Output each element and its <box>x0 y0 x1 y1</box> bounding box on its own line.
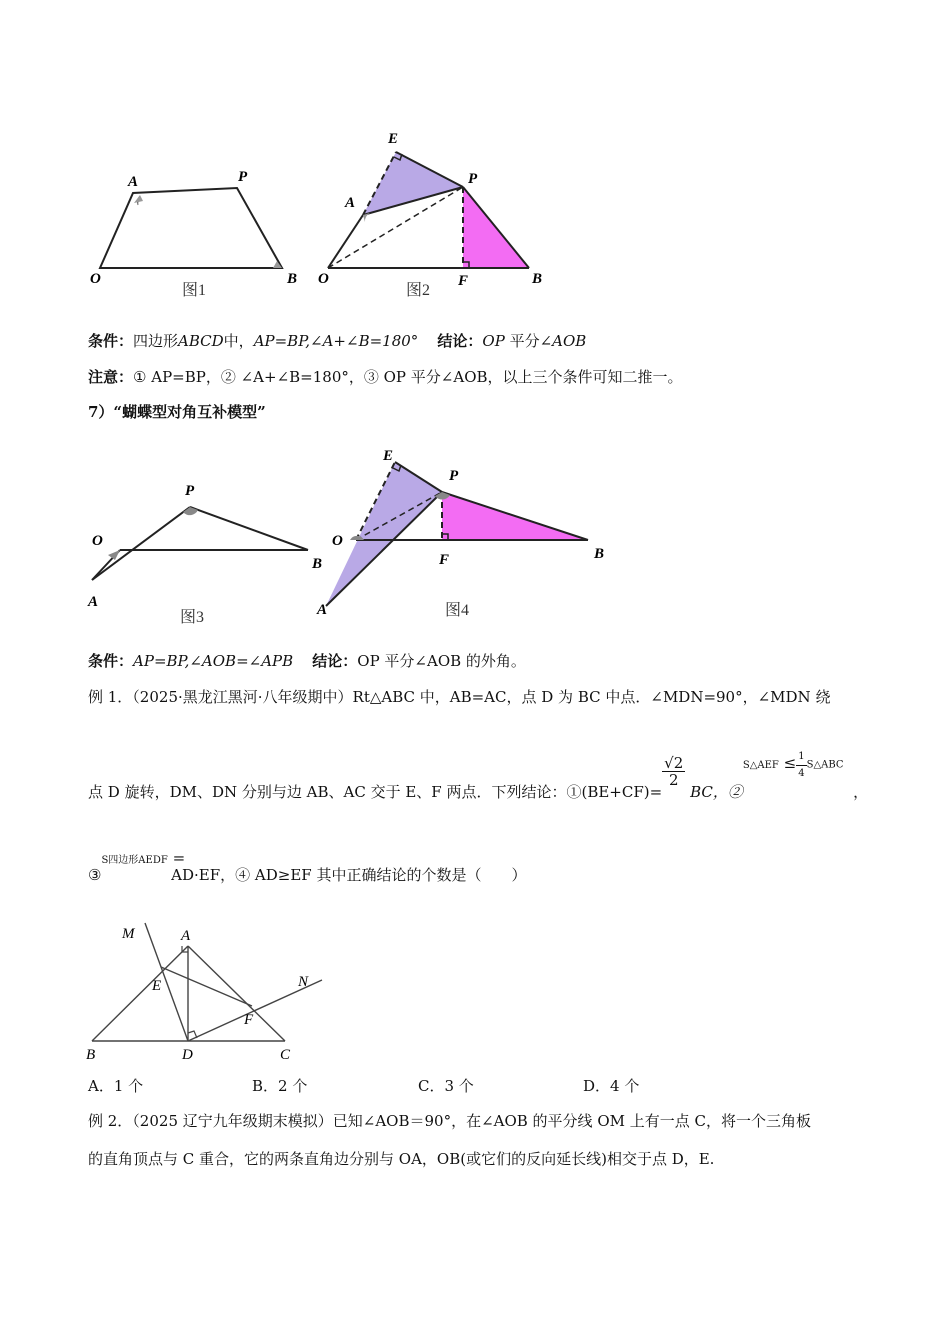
frac-num: √2 <box>664 754 684 772</box>
svg-text:B: B <box>312 556 323 572</box>
conclusion-label: 结论： <box>312 652 358 670</box>
svg-text:C: C <box>280 1047 291 1063</box>
conclusion-label: 结论： <box>437 332 483 350</box>
example1-line2-bc: BC，② <box>690 782 743 801</box>
option-d[interactable]: D．4 个 <box>583 1077 640 1095</box>
example2-line1: 例 2．（2025 辽宁九年级期末模拟）已知∠AOB＝90°，在∠AOB 的平分线 OM 上有一点 C，将一个三角板 <box>88 1112 811 1130</box>
svg-text:N: N <box>298 974 309 990</box>
svg-text:B: B <box>287 271 298 287</box>
figure-1 <box>90 169 297 299</box>
condition-abcd: ABCD <box>178 332 224 350</box>
s-quad: S四边形AEDF <box>101 855 168 866</box>
circled-3: ③ <box>88 866 102 884</box>
svg-text:P: P <box>449 468 459 484</box>
figure-3-4 <box>80 440 620 630</box>
svg-text:B: B <box>532 271 543 287</box>
svg-text:P: P <box>468 171 478 187</box>
condition-label: 条件： <box>88 652 134 670</box>
svg-text:A: A <box>181 928 191 944</box>
option-a[interactable]: A．1 个 <box>88 1077 144 1095</box>
figure-3 <box>87 483 322 626</box>
svg-text:O: O <box>318 271 329 287</box>
one-quarter <box>796 749 806 782</box>
svg-text:O: O <box>92 533 103 549</box>
section6-condition-line <box>88 331 586 351</box>
option-b[interactable]: B．2 个 <box>252 1077 308 1095</box>
svg-text:P: P <box>238 169 248 185</box>
condition-text-b: 中， <box>223 332 254 350</box>
s-aef: S△AEF <box>742 759 779 771</box>
svg-text:A: A <box>128 174 139 190</box>
svg-text:M: M <box>122 926 135 942</box>
note-label: 注意： <box>88 368 134 386</box>
example2-line2: 的直角顶点与 C 重合，它的两条直角边分别与 OA，OB(或它们的反向延长线)相交于点 D，E. <box>88 1150 715 1168</box>
conclusion-op: OP <box>482 332 505 350</box>
svg-text:D: D <box>182 1047 193 1063</box>
frac-den: 4 <box>798 768 805 779</box>
frac-den: 2 <box>668 771 679 789</box>
figure-5 <box>80 918 340 1068</box>
section7-condition-line <box>88 651 526 671</box>
s-abc: S△ABC <box>806 759 844 771</box>
option-c[interactable]: C．3 个 <box>418 1077 474 1095</box>
svg-text:O: O <box>90 271 101 287</box>
conclusion-text: 平分∠ <box>509 332 553 350</box>
condition-text: 四边形 <box>133 332 179 350</box>
example1-line1: 例 1．（2025·黑龙江黑河·八年级期中）Rt△ABC 中，AB=AC，点 D 为 BC 中点．∠MDN=90°，∠MDN 绕 <box>88 688 831 706</box>
condition-label: 条件： <box>88 332 134 350</box>
svg-text:A: A <box>317 602 328 618</box>
eq-sign: = <box>172 849 186 867</box>
svg-text:F: F <box>439 552 450 568</box>
le-sign: ≤ <box>783 753 797 772</box>
sqrt2-over-2 <box>662 755 685 788</box>
svg-text:A: A <box>345 195 356 211</box>
svg-text:F: F <box>458 273 469 289</box>
frac-num: 1 <box>796 749 806 766</box>
svg-text:B: B <box>594 546 605 562</box>
example1-line3-text: AD·EF，④ AD≥EF 其中正确结论的个数是（ ） <box>171 866 527 884</box>
example1-line2 <box>88 747 868 807</box>
figure-1-2 <box>80 125 560 305</box>
svg-text:O: O <box>332 533 343 549</box>
conclusion-text: OP 平分∠AOB 的外角。 <box>357 652 526 670</box>
svg-text:图2: 图2 <box>406 282 431 299</box>
section6-note-line <box>88 367 683 387</box>
svg-text:B: B <box>86 1047 96 1063</box>
section7-title: 7）“蝴蝶型对角互补模型” <box>88 403 266 421</box>
example1-line2-text: 点 D 旋转，DM、DN 分别与边 AB、AC 交于 E、F 两点．下列结论：①(BE+CF)= <box>88 782 663 801</box>
figure-4 <box>316 448 604 619</box>
condition-math: AP=BP,∠A+∠B=180° <box>253 332 419 350</box>
svg-text:图1: 图1 <box>182 282 207 299</box>
figure-2 <box>318 131 542 299</box>
svg-text:E: E <box>383 448 394 464</box>
svg-text:A: A <box>88 594 99 610</box>
condition-math: AP=BP,∠AOB=∠APB <box>133 652 294 670</box>
svg-text:图4: 图4 <box>445 602 470 619</box>
example1-line3 <box>88 848 540 888</box>
svg-text:图3: 图3 <box>180 609 205 626</box>
note-text: ① AP=BP，② ∠A+∠B=180°，③ OP 平分∠AOB，以上三个条件可知二推一。 <box>133 368 683 386</box>
comma: ， <box>853 782 869 801</box>
svg-text:F: F <box>244 1012 254 1028</box>
svg-text:P: P <box>185 483 195 499</box>
svg-text:E: E <box>152 978 162 994</box>
conclusion-aob: AOB <box>552 332 587 350</box>
svg-text:E: E <box>388 131 399 147</box>
